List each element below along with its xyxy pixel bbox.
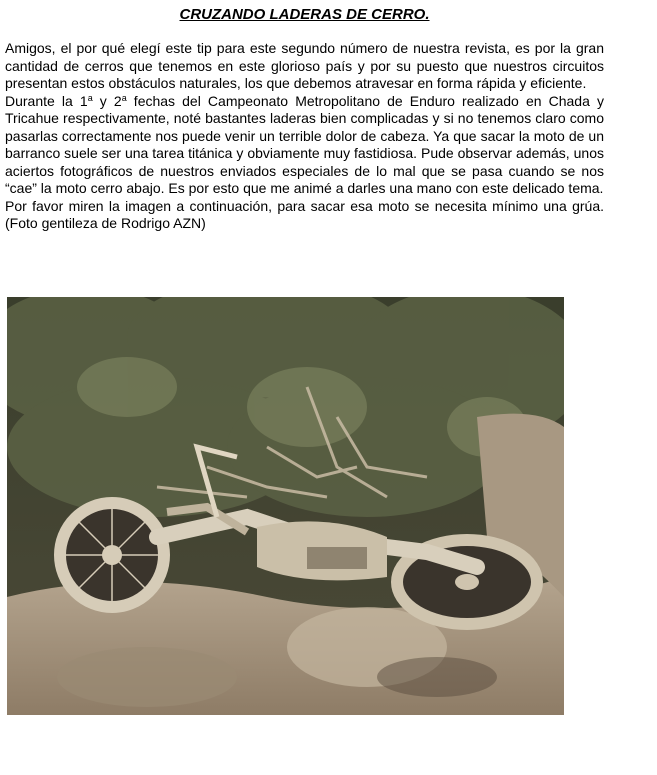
article-title: CRUZANDO LADERAS DE CERRO. [179,6,430,23]
ordinal-second: a [121,92,127,103]
fallen-motorcycle-photo [7,297,564,715]
text-segment: fechas del Campeonato Metropolitano de Enduro realizado en Chada y Tricahue respectivamente, noté bastantes laderas bien complicadas y si no tenemos claro como pasarlas correctamente nos puede venir un terrible dolor de cabeza. Ya que sacar la moto de un barranco suele ser una tarea titánica y obviamente muy fastidiosa. Pude observar además, unos aciertos fotográficos de nuestros enviados especiales de lo mal que se pasa cuando se nos “cae” la moto cerro abajo. Es por esto que me animé a darles una mano con este delicado tema. [5,92,604,196]
shadow [377,657,497,697]
article-body [5,40,604,233]
photo-illustration [7,297,564,715]
rear-hub [455,574,479,590]
text-segment: y 2 [92,92,122,109]
front-spokes [66,509,158,601]
text-segment: Durante la 1 [5,92,88,109]
paragraph-championship [5,93,604,198]
paragraph-photo-credit: Por favor miren la imagen a continuación, para sacar esa moto se necesita mínimo una grúa. (Foto gentileza de Rodrigo AZN) [5,197,604,231]
rock-boulder [57,647,237,707]
ordinal-first: a [87,92,93,103]
paragraph-intro: Amigos, el por qué elegí este tip para este segundo número de nuestra revista, es por la gran cantidad de cerros que tenemos en este glorioso país y por su puesto que nuestros circuitos presentan estos obstáculos naturales, los que debemos atravesar en forma rápida y eficiente. [5,40,604,91]
engine-block [307,547,367,569]
